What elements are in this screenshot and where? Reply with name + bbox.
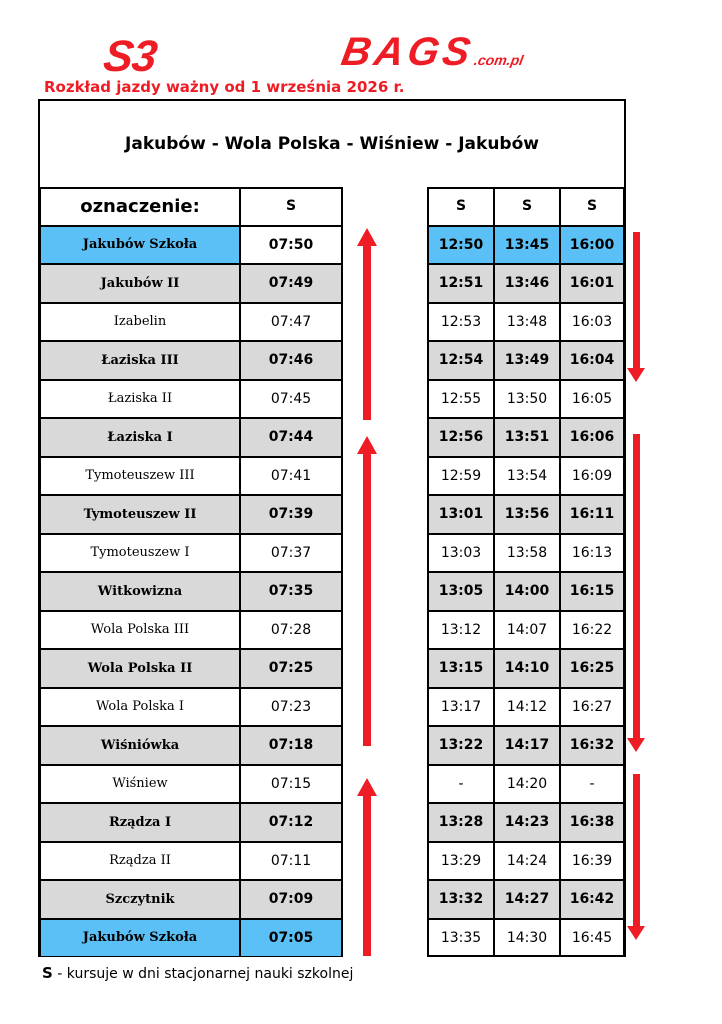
stop-name: Witkowizna [40,572,240,611]
arrow-down-icon [627,774,645,940]
departure-time: 13:56 [494,495,560,534]
left-course-header: S [240,187,342,226]
departure-time: 16:42 [560,880,624,919]
departure-time: 16:22 [560,611,624,650]
stop-name: Łaziska I [40,418,240,457]
departure-time: 13:15 [428,649,494,688]
departure-time: 07:45 [240,380,342,419]
right-course-header: S [428,187,494,226]
stop-name: Izabelin [40,303,240,342]
route-title: Jakubów - Wola Polska - Wiśniew - Jakubów [40,101,624,189]
departure-time: 07:09 [240,880,342,919]
departure-time: 16:06 [560,418,624,457]
departure-time: 13:49 [494,341,560,380]
legend-text: - kursuje w dni stacjonarnej nauki szkolnej [52,966,354,982]
departure-time: 13:45 [494,226,560,265]
stop-name: Wola Polska II [40,649,240,688]
departure-time: 13:12 [428,611,494,650]
stop-name: Wola Polska I [40,688,240,727]
departure-time: 13:03 [428,534,494,573]
stop-name: Wola Polska III [40,611,240,650]
stop-name: Łaziska II [40,380,240,419]
label-header: oznaczenie: [40,187,240,226]
stop-name: Rządza II [40,842,240,881]
brand-suffix: .com.pl [472,52,525,68]
stop-name: Wiśniew [40,765,240,804]
departure-time: 13:01 [428,495,494,534]
stop-name: Tymoteuszew III [40,457,240,496]
departure-time: 16:38 [560,803,624,842]
legend-symbol: S [42,964,53,982]
departure-time: 16:01 [560,264,624,303]
departure-time: 12:56 [428,418,494,457]
departure-time: 13:05 [428,572,494,611]
departure-time: 07:37 [240,534,342,573]
validity-note: Rozkład jazdy ważny od 1 września 2026 r. [44,78,405,96]
departure-time: 07:11 [240,842,342,881]
departure-time: 14:07 [494,611,560,650]
departure-time: 12:51 [428,264,494,303]
departure-time: 16:39 [560,842,624,881]
departure-time: 13:32 [428,880,494,919]
departure-time: - [428,765,494,804]
departure-time: 13:48 [494,303,560,342]
departure-time: 13:46 [494,264,560,303]
stop-name: Tymoteuszew II [40,495,240,534]
stop-name: Jakubów Szkoła [40,226,240,265]
stop-name: Łaziska III [40,341,240,380]
departure-time: 07:41 [240,457,342,496]
direction-gap [342,187,428,957]
stop-name: Rządza I [40,803,240,842]
stop-name: Tymoteuszew I [40,534,240,573]
departure-time: 07:35 [240,572,342,611]
departure-time: 14:00 [494,572,560,611]
departure-time: 12:55 [428,380,494,419]
departure-time: 16:27 [560,688,624,727]
departure-time: 13:29 [428,842,494,881]
departure-time: 13:54 [494,457,560,496]
departure-time: 16:32 [560,726,624,765]
departure-time: 16:04 [560,341,624,380]
departure-time: 07:15 [240,765,342,804]
departure-time: 14:30 [494,919,560,958]
departure-time: 12:59 [428,457,494,496]
brand-logo [338,30,529,75]
departure-time: 16:05 [560,380,624,419]
arrow-down-icon [627,232,645,382]
departure-time: 07:49 [240,264,342,303]
departure-time: 12:54 [428,341,494,380]
departure-time: 14:24 [494,842,560,881]
departure-time: 07:18 [240,726,342,765]
stop-name: Szczytnik [40,880,240,919]
stop-name: Jakubów II [40,264,240,303]
departure-time: 16:25 [560,649,624,688]
legend [42,964,353,982]
departure-time: 07:05 [240,919,342,958]
departure-time: 14:23 [494,803,560,842]
departure-time: 14:20 [494,765,560,804]
departure-time: - [560,765,624,804]
departure-time: 07:39 [240,495,342,534]
departure-time: 14:12 [494,688,560,727]
arrow-down-icon [627,434,645,752]
departure-time: 16:00 [560,226,624,265]
departure-time: 12:53 [428,303,494,342]
departure-time: 07:44 [240,418,342,457]
right-course-header: S [560,187,624,226]
departure-time: 16:09 [560,457,624,496]
departure-time: 13:51 [494,418,560,457]
departure-time: 07:50 [240,226,342,265]
departure-time: 14:10 [494,649,560,688]
departure-time: 13:17 [428,688,494,727]
departure-time: 16:13 [560,534,624,573]
departure-time: 13:22 [428,726,494,765]
departure-time: 16:45 [560,919,624,958]
departure-time: 13:28 [428,803,494,842]
departure-time: 14:27 [494,880,560,919]
brand-name: BAGS [338,30,478,74]
stop-name: Jakubów Szkoła [40,919,240,958]
departure-time: 13:58 [494,534,560,573]
departure-time: 14:17 [494,726,560,765]
departure-time: 07:47 [240,303,342,342]
departure-time: 12:50 [428,226,494,265]
departure-time: 13:50 [494,380,560,419]
departure-time: 07:12 [240,803,342,842]
departure-time: 16:15 [560,572,624,611]
departure-time: 16:11 [560,495,624,534]
stop-name: Wiśniówka [40,726,240,765]
departure-time: 16:03 [560,303,624,342]
line-logo: S3 [100,32,160,81]
departure-time: 07:23 [240,688,342,727]
departure-time: 07:28 [240,611,342,650]
right-course-header: S [494,187,560,226]
departure-time: 13:35 [428,919,494,958]
departure-time: 07:46 [240,341,342,380]
departure-time: 07:25 [240,649,342,688]
